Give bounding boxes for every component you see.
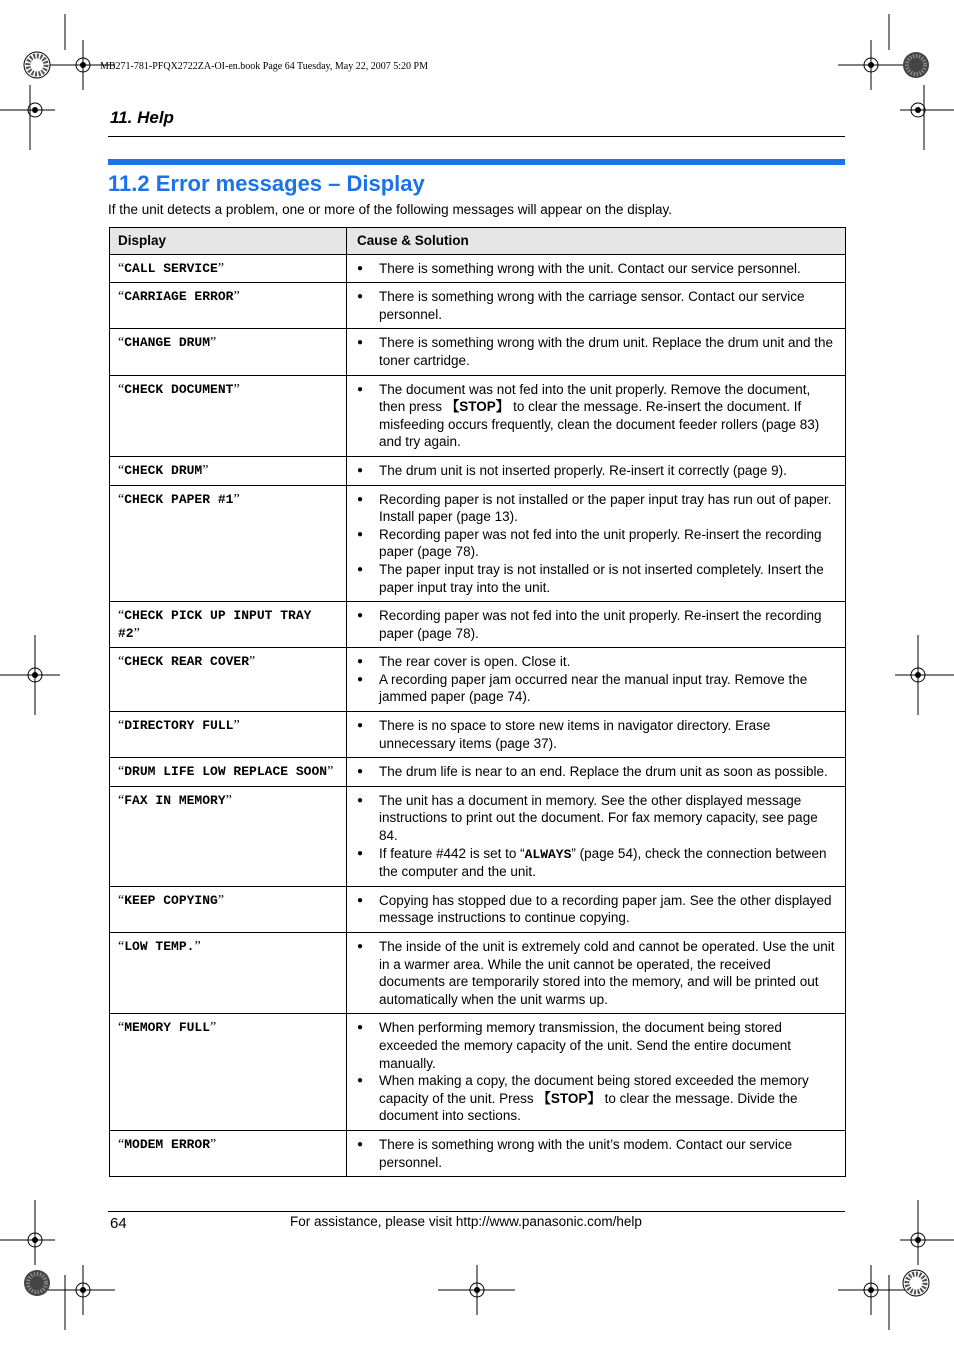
key-label: 【STOP】	[445, 399, 510, 415]
display-message-text: CHECK DRUM	[124, 462, 203, 478]
table-row	[110, 375, 846, 456]
display-message-text: CHECK DOCUMENT	[124, 381, 234, 397]
display-message-text: CHANGE DRUM	[124, 335, 211, 351]
footer-rule	[108, 1211, 845, 1212]
cause-solution	[347, 283, 846, 329]
solution-item: ● When performing memory transmission, the document being stored exceeded the memory capacity of the unit. Send the entire document manually.	[357, 1019, 837, 1072]
table-row	[110, 602, 846, 648]
table-row	[110, 1130, 846, 1176]
display-message: “CALL SERVICE”	[110, 254, 347, 283]
key-label: 【STOP】	[537, 1090, 601, 1106]
table-row	[110, 786, 846, 886]
display-message-text: MODEM ERROR	[124, 1136, 211, 1152]
cause-solution	[347, 648, 846, 712]
error-table	[109, 227, 846, 1177]
table-row	[110, 254, 846, 283]
print-info-line: MB271-781-PFQX2722ZA-OI-en.book Page 64 Tuesday, May 22, 2007 5:20 PM	[100, 61, 428, 72]
display-message: “MODEM ERROR”	[110, 1130, 347, 1176]
table-row	[110, 485, 846, 602]
display-message-text: LOW TEMP.	[124, 939, 195, 954]
table-row	[110, 648, 846, 712]
setting-value: ALWAYS	[524, 846, 572, 862]
solution-item: ● The paper input tray is not installed or is not inserted completely. Insert the paper input tray into the unit.	[357, 561, 837, 596]
cause-solution	[347, 712, 846, 758]
table-row	[110, 329, 846, 375]
table-row	[110, 1014, 846, 1131]
display-message: “CHECK REAR COVER”	[110, 648, 347, 712]
solution-item: ● There is something wrong with the unit. Contact our service personnel.	[357, 260, 837, 278]
table-row	[110, 456, 846, 485]
cause-solution	[347, 375, 846, 456]
solution-item: ● Recording paper was not fed into the unit properly. Re-insert the recording paper (page 78).	[357, 526, 837, 561]
solution-item: ● Recording paper was not fed into the unit properly. Re-insert the recording paper (page 78).	[357, 607, 837, 642]
cause-solution	[347, 602, 846, 648]
table-header-row	[110, 228, 846, 255]
section-title: 11. Help	[110, 108, 174, 127]
page-heading: 11.2 Error messages – Display	[108, 171, 425, 196]
solution-item: ● There is something wrong with the unit’s modem. Contact our service personnel.	[357, 1136, 837, 1171]
display-message-text: CALL SERVICE	[124, 260, 218, 276]
solution-item: ● When making a copy, the document being stored exceeded the memory capacity of the unit. Press 【STOP】 to clear the message. Divide the document into sections.	[357, 1072, 837, 1125]
cause-solution	[347, 329, 846, 375]
display-message: “CARRIAGE ERROR”	[110, 283, 347, 329]
page-number: 64	[110, 1215, 127, 1232]
solution-item: ● A recording paper jam occurred near the manual input tray. Remove the jammed paper (page 74).	[357, 671, 837, 706]
display-message: “CHECK DOCUMENT”	[110, 375, 347, 456]
table-row	[110, 712, 846, 758]
table-row	[110, 886, 846, 932]
cause-solution	[347, 786, 846, 886]
display-message: “CHECK DRUM”	[110, 456, 347, 485]
table-row	[110, 758, 846, 787]
display-message: “DRUM LIFE LOW REPLACE SOON”	[110, 758, 347, 787]
display-message: “CHANGE DRUM”	[110, 329, 347, 375]
solution-item: ● The rear cover is open. Close it.	[357, 653, 837, 671]
solution-item: ● If feature #442 is set to “ALWAYS” (page 54), check the connection between the computer and the unit.	[357, 845, 837, 881]
cause-solution	[347, 758, 846, 787]
cause-solution	[347, 1130, 846, 1176]
display-message-text: CHECK PICK UP INPUT TRAY #2	[118, 608, 312, 641]
display-message: “MEMORY FULL”	[110, 1014, 347, 1131]
solution-item: ● The drum life is near to an end. Replace the drum unit as soon as possible.	[357, 763, 837, 781]
cause-solution	[347, 456, 846, 485]
solution-item: ● The drum unit is not inserted properly. Re-insert it correctly (page 9).	[357, 462, 837, 480]
cause-solution	[347, 254, 846, 283]
display-message-text: MEMORY FULL	[124, 1020, 211, 1036]
display-message: “DIRECTORY FULL”	[110, 712, 347, 758]
display-message-text: CHECK PAPER #1	[124, 491, 234, 507]
table-row	[110, 933, 846, 1014]
intro-text: If the unit detects a problem, one or more of the following messages will appear on the display.	[108, 202, 673, 217]
display-message-text: DRUM LIFE LOW REPLACE SOON	[124, 764, 328, 780]
solution-item: ● The document was not fed into the unit properly. Remove the document, then press 【STOP】 to clear the message. Re-insert the document. If misfeeding occurs frequently, clean the document feeder rollers (page 83) and try again.	[357, 381, 837, 451]
display-message: “KEEP COPYING”	[110, 886, 347, 932]
header-rule	[108, 136, 845, 137]
display-message-text: CHECK REAR COVER	[124, 654, 250, 670]
display-message-text: FAX IN MEMORY	[124, 792, 226, 808]
heading-bar	[108, 159, 845, 165]
solution-item: ● Copying has stopped due to a recording paper jam. See the other displayed message instructions to continue copying.	[357, 892, 837, 927]
solution-item: ● The unit has a document in memory. See the other displayed message instructions to print out the document. For fax memory capacity, see page 84.	[357, 792, 837, 845]
solution-item: ● There is no space to store new items in navigator directory. Erase unnecessary items (page 37).	[357, 717, 837, 752]
cause-solution	[347, 886, 846, 932]
display-message: “CHECK PICK UP INPUT TRAY #2”	[110, 602, 347, 648]
display-message: “CHECK PAPER #1”	[110, 485, 347, 602]
table-row	[110, 283, 846, 329]
column-header-display: Display	[110, 228, 347, 255]
display-message-text: CARRIAGE ERROR	[124, 289, 234, 305]
cause-solution	[347, 933, 846, 1014]
solution-item: ● The inside of the unit is extremely cold and cannot be operated. Use the unit in a warmer area. While the unit cannot be operated, the received documents are temporarily stored into the memory, and will be printed out automatically when the unit warms up.	[357, 938, 837, 1008]
footer-text: For assistance, please visit http://www.panasonic.com/help	[290, 1214, 642, 1229]
display-message: “LOW TEMP.”	[110, 933, 347, 1014]
solution-item: ● There is something wrong with the drum unit. Replace the drum unit and the toner cartridge.	[357, 334, 837, 369]
solution-item: ● There is something wrong with the carriage sensor. Contact our service personnel.	[357, 288, 837, 323]
cause-solution	[347, 1014, 846, 1131]
display-message-text: DIRECTORY FULL	[124, 718, 234, 734]
column-header-cause: Cause & Solution	[347, 228, 846, 255]
display-message-text: KEEP COPYING	[124, 892, 218, 908]
display-message: “FAX IN MEMORY”	[110, 786, 347, 886]
solution-item: ● Recording paper is not installed or the paper input tray has run out of paper. Install paper (page 13).	[357, 491, 837, 526]
cause-solution	[347, 485, 846, 602]
